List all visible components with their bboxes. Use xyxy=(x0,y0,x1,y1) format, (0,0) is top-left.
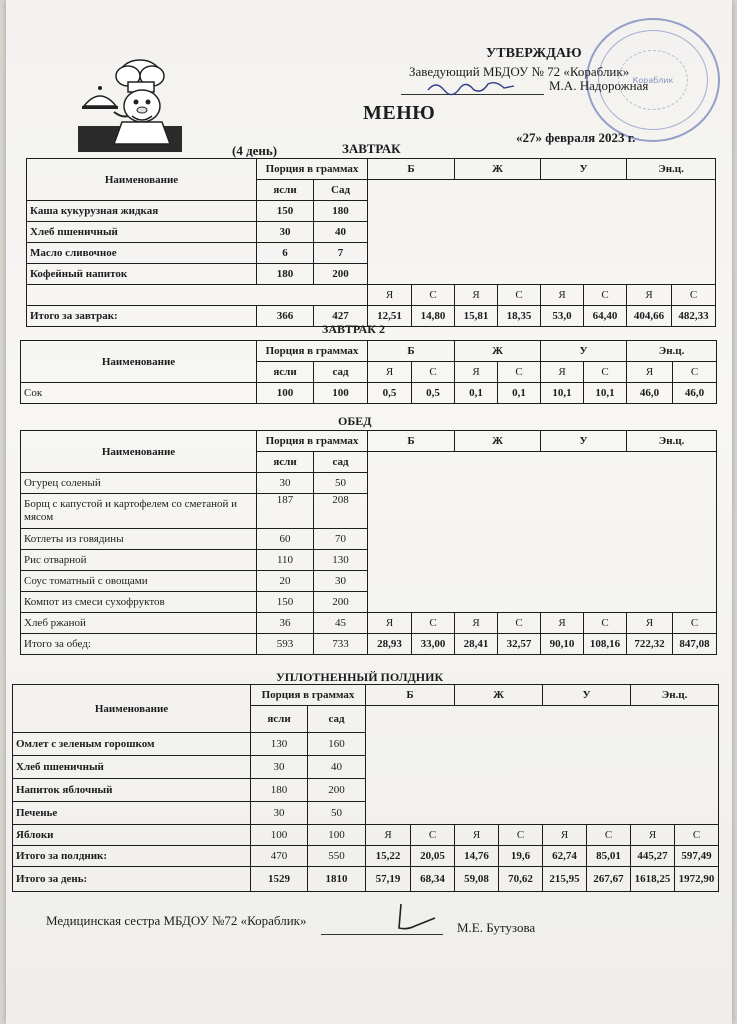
breakfast2-table: Наименование Порция в граммах Б Ж У Эн.ц. ясли сад Я С Я С Я С Я С Сок 100 100 0,5 0,5 0,1 0,1 10,1 10,1 46,0 46,0 xyxy=(20,340,717,404)
col-u: У xyxy=(541,159,627,180)
table-row: Компот из смеси сухофруктов 150 200 xyxy=(21,592,717,613)
table-row: Напиток яблочный 180 200 xyxy=(13,779,719,802)
col-u: У xyxy=(541,341,627,362)
col-zh: Ж xyxy=(455,159,541,180)
col-en: Эн.ц. xyxy=(627,341,717,362)
sub-s: С xyxy=(584,285,627,306)
sub-ya: Я xyxy=(627,285,672,306)
table-row: Печенье 30 50 xyxy=(13,802,719,825)
table-row: Хлеб пшеничный 30 40 xyxy=(27,222,716,243)
sub-s: С xyxy=(412,285,455,306)
table-row: Сок 100 100 0,5 0,5 0,1 0,1 10,1 10,1 46,0 46,0 xyxy=(21,383,717,404)
col-b: Б xyxy=(366,685,455,706)
col-b: Б xyxy=(368,341,455,362)
col-sad: Сад xyxy=(314,180,368,201)
nurse-name: М.Е. Бутузова xyxy=(457,920,536,935)
table-row: Каша кукурузная жидкая 150 180 xyxy=(27,201,716,222)
nurse-signature-line xyxy=(321,934,443,935)
total-row: Итого за полдник: 470 550 15,22 20,05 14,76 19,6 62,74 85,01 445,27 597,49 xyxy=(13,846,719,867)
col-zh: Ж xyxy=(455,431,541,452)
chef-illustration xyxy=(70,56,190,154)
col-name: Наименование xyxy=(21,341,257,383)
col-u: У xyxy=(543,685,631,706)
breakfast-table xyxy=(26,158,716,327)
table-row: Котлеты из говядины 60 70 xyxy=(21,529,717,550)
snack-table: Наименование Порция в граммах Б Ж У Эн.ц. ясли сад Омлет с зеленым горошком 130 160 Хлеб пшеничный 30 40 Напиток яблочный 180 200 Печенье 30 50 Яблоки 100 100 Я С Я С Я С Я С Итого за полдник: 470 550 15,22 20,05 14,76 19,6 62,74 85,01 445,27 597,49 Итого за день: 1529 1810 57,19 68,34 59,08 70,62 215,95 267,67 1618,25 1972,90 xyxy=(12,684,719,892)
col-en: Эн.ц. xyxy=(627,431,717,452)
table-row: Хлеб ржаной 36 45 Я С Я С Я С Я С xyxy=(21,613,717,634)
menu-sheet xyxy=(6,0,732,1024)
sub-s: С xyxy=(498,285,541,306)
signature-image xyxy=(426,76,516,98)
breakfast-title: ЗАВТРАК xyxy=(342,141,401,156)
col-b: Б xyxy=(368,431,455,452)
table-row: Омлет с зеленым горошком 130 160 xyxy=(13,733,719,756)
sub-s: С xyxy=(672,285,716,306)
table-row: Кофейный напиток 180 200 xyxy=(27,264,716,285)
col-zh: Ж xyxy=(455,685,543,706)
table-row: Хлеб пшеничный 30 40 xyxy=(13,756,719,779)
breakfast2-title: ЗАВТРАК 2 xyxy=(322,322,386,336)
official-stamp: Кораблик xyxy=(586,18,720,142)
total-row: Итого за завтрак: 366 427 12,51 14,80 15,81 18,35 53,0 64,40 404,66 482,33 xyxy=(27,306,716,327)
day-total-row: Итого за день: 1529 1810 57,19 68,34 59,08 70,62 215,95 267,67 1618,25 1972,90 xyxy=(13,867,719,892)
table-row: Масло сливочное 6 7 xyxy=(27,243,716,264)
table-row: Яблоки 100 100 Я С Я С Я С Я С xyxy=(13,825,719,846)
col-portion: Порция в граммах xyxy=(257,431,368,452)
col-portion: Порция в граммах xyxy=(251,685,366,706)
col-en: Эн.ц. xyxy=(631,685,719,706)
table-row: Борщ с капустой и картофелем со сметаной и мясом 187 208 xyxy=(21,494,717,529)
total-row: Итого за обед: 593 733 28,93 33,00 28,41 32,57 90,10 108,16 722,32 847,08 xyxy=(21,634,717,655)
col-u: У xyxy=(541,431,627,452)
approve-name: М.А. Надорожная xyxy=(549,78,649,93)
sub-ya: Я xyxy=(368,285,412,306)
col-name: Наименование xyxy=(21,431,257,473)
table-row: Рис отварной 110 130 xyxy=(21,550,717,571)
lunch-title: ОБЕД xyxy=(338,414,372,428)
approve-title: УТВЕРЖДАЮ xyxy=(486,46,582,61)
date-label: «27» февраля 2023 г. xyxy=(516,130,636,145)
col-zh: Ж xyxy=(455,341,541,362)
day-label: (4 день) xyxy=(232,143,278,158)
approve-head: Заведующий МБДОУ № 72 «Кораблик» xyxy=(409,64,630,79)
col-en: Эн.ц. xyxy=(627,159,716,180)
sub-ya: Я xyxy=(541,285,584,306)
page-title: МЕНЮ xyxy=(363,102,436,124)
sub-ya: Я xyxy=(455,285,498,306)
lunch-table: Наименование Порция в граммах Б Ж У Эн.ц. ясли сад Огурец соленый 30 50 Борщ с капустой и картофелем со сметаной и мясом 187 208 Котлеты из говядины 60 70 Рис отварной 110 130 Соус томатный с овощами 20 30 Компот из смеси сухофруктов 150 200 Хлеб ржаной 36 45 Я С Я С Я С Я С Итого за обед: 593 733 28,93 33,00 28,41 32,57 90,10 108,16 722,32 847,08 xyxy=(20,430,717,655)
col-portion: Порция в граммах xyxy=(257,341,368,362)
col-b: Б xyxy=(368,159,455,180)
col-name: Наименование xyxy=(27,159,257,201)
table-row: Соус томатный с овощами 20 30 xyxy=(21,571,717,592)
col-name: Наименование xyxy=(13,685,251,733)
nurse-signature-image xyxy=(391,900,441,934)
col-yasli: ясли xyxy=(257,180,314,201)
nurse-label: Медицинская сестра МБДОУ №72 «Кораблик» xyxy=(46,913,307,928)
col-portion: Порция в граммах xyxy=(257,159,368,180)
snack-title: УПЛОТНЕННЫЙ ПОЛДНИК xyxy=(276,670,444,684)
table-row: Огурец соленый 30 50 xyxy=(21,473,717,494)
